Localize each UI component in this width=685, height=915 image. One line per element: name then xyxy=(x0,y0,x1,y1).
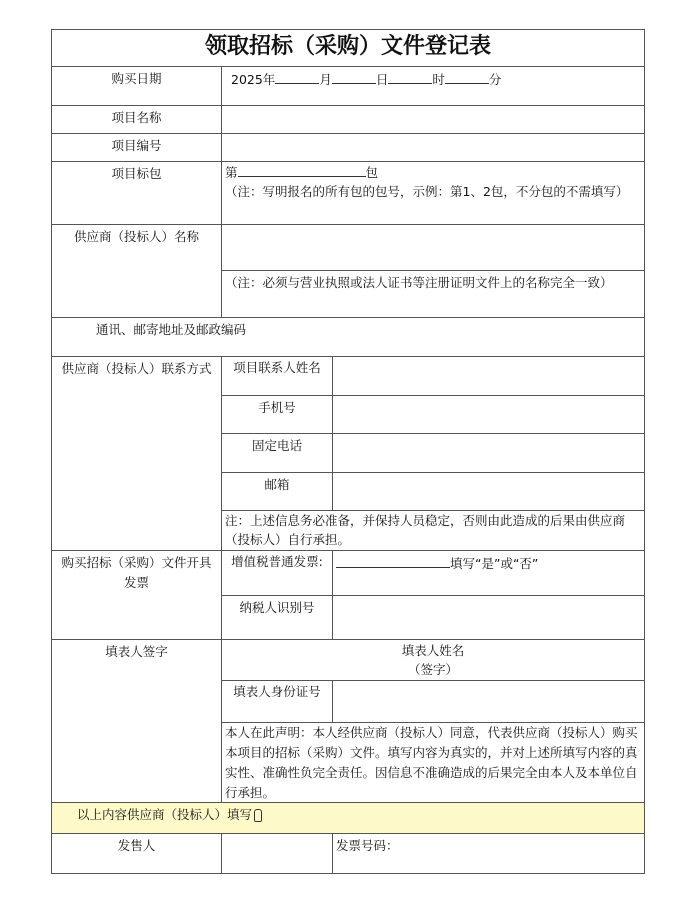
vat-invoice-label: 增值税普通发票: xyxy=(221,550,333,596)
project-number-field[interactable] xyxy=(221,133,645,162)
signer-label: 填表人签字 xyxy=(51,639,222,803)
landline-field[interactable] xyxy=(332,433,645,473)
lot-note: （注：写明报名的所有包的包号，示例：第1、2包，不分包的不需填写） xyxy=(225,184,629,199)
taxpayer-id-label: 纳税人识别号 xyxy=(221,595,333,640)
lot-suffix: 包 xyxy=(365,165,379,180)
invoice-number-label: 发票号码： xyxy=(336,838,399,853)
hour-text: 时 xyxy=(432,72,445,87)
vat-invoice-field[interactable] xyxy=(332,550,645,596)
mobile-label: 手机号 xyxy=(221,395,333,434)
day-blank[interactable] xyxy=(332,69,376,84)
project-number-label: 项目编号 xyxy=(51,133,222,162)
minute-text: 分 xyxy=(488,72,502,87)
landline-label: 固定电话 xyxy=(221,433,333,473)
mobile-field[interactable] xyxy=(332,395,645,434)
invoice-number-field[interactable] xyxy=(332,833,645,874)
invoice-label: 购买招标（采购）文件开具发票 xyxy=(51,550,222,640)
taxpayer-id-field[interactable] xyxy=(332,595,645,640)
project-lot-field[interactable] xyxy=(221,161,645,225)
day-text: 日 xyxy=(375,72,389,87)
month-text: 月 xyxy=(319,72,332,87)
lot-prefix: 第 xyxy=(225,165,238,180)
contact-person-field[interactable] xyxy=(332,356,645,397)
email-field[interactable] xyxy=(332,472,645,511)
seller-field[interactable] xyxy=(221,833,333,874)
footer-note-row xyxy=(51,802,645,834)
purchase-date-label: 购买日期 xyxy=(51,66,222,106)
declaration-text: 本人在此声明：本人经供应商（投标人）同意，代表供应商（投标人）购买本项目的招标（采购）文件。填写内容为真实的，并对上述所填写内容的真实性、准确性负完全责任。因信息不准确造成的后果完全由本人及本单位自行承担。 xyxy=(221,722,645,803)
seller-label: 发售人 xyxy=(51,833,222,874)
signer-id-label: 填表人身份证号 xyxy=(221,680,333,723)
address-label: 通讯、邮寄地址及邮政编码 xyxy=(96,322,247,337)
signer-name-label: 填表人姓名 xyxy=(401,643,465,658)
address-field[interactable] xyxy=(51,317,645,357)
signer-sign-label: （签字） xyxy=(407,662,458,677)
contact-person-label: 项目联系人姓名 xyxy=(221,356,333,397)
month-blank[interactable] xyxy=(275,69,319,84)
purchase-date-field[interactable] xyxy=(221,66,645,106)
supplier-name-note: （注：必须与营业执照或法人证书等注册证明文件上的名称完全一致） xyxy=(221,270,645,318)
email-label: 邮箱 xyxy=(221,472,333,511)
signer-name-field[interactable] xyxy=(221,639,645,681)
year-text: 2025年 xyxy=(231,72,276,87)
project-name-label: 项目名称 xyxy=(51,105,222,134)
vat-blank[interactable] xyxy=(336,553,450,568)
signer-id-field[interactable] xyxy=(332,680,645,723)
footer-note: 以上内容供应商（投标人）填写 xyxy=(77,807,253,822)
form-title: 领取招标（采购）文件登记表 xyxy=(51,29,645,67)
hour-blank[interactable] xyxy=(388,69,432,84)
project-name-field[interactable] xyxy=(221,105,645,134)
project-lot-label: 项目标包 xyxy=(51,161,222,225)
vat-hint: 填写“是”或“否” xyxy=(450,556,539,571)
contact-note: 注：上述信息务必准备，并保持人员稳定，否则由此造成的后果由供应商（投标人）自行承担。 xyxy=(221,510,645,551)
lot-blank[interactable] xyxy=(238,162,366,177)
supplier-name-label: 供应商（投标人）名称 xyxy=(51,224,222,318)
contact-label: 供应商（投标人）联系方式 xyxy=(51,356,222,551)
supplier-name-field[interactable] xyxy=(221,224,645,271)
minute-blank[interactable] xyxy=(445,69,489,84)
cursor-icon xyxy=(254,809,262,822)
